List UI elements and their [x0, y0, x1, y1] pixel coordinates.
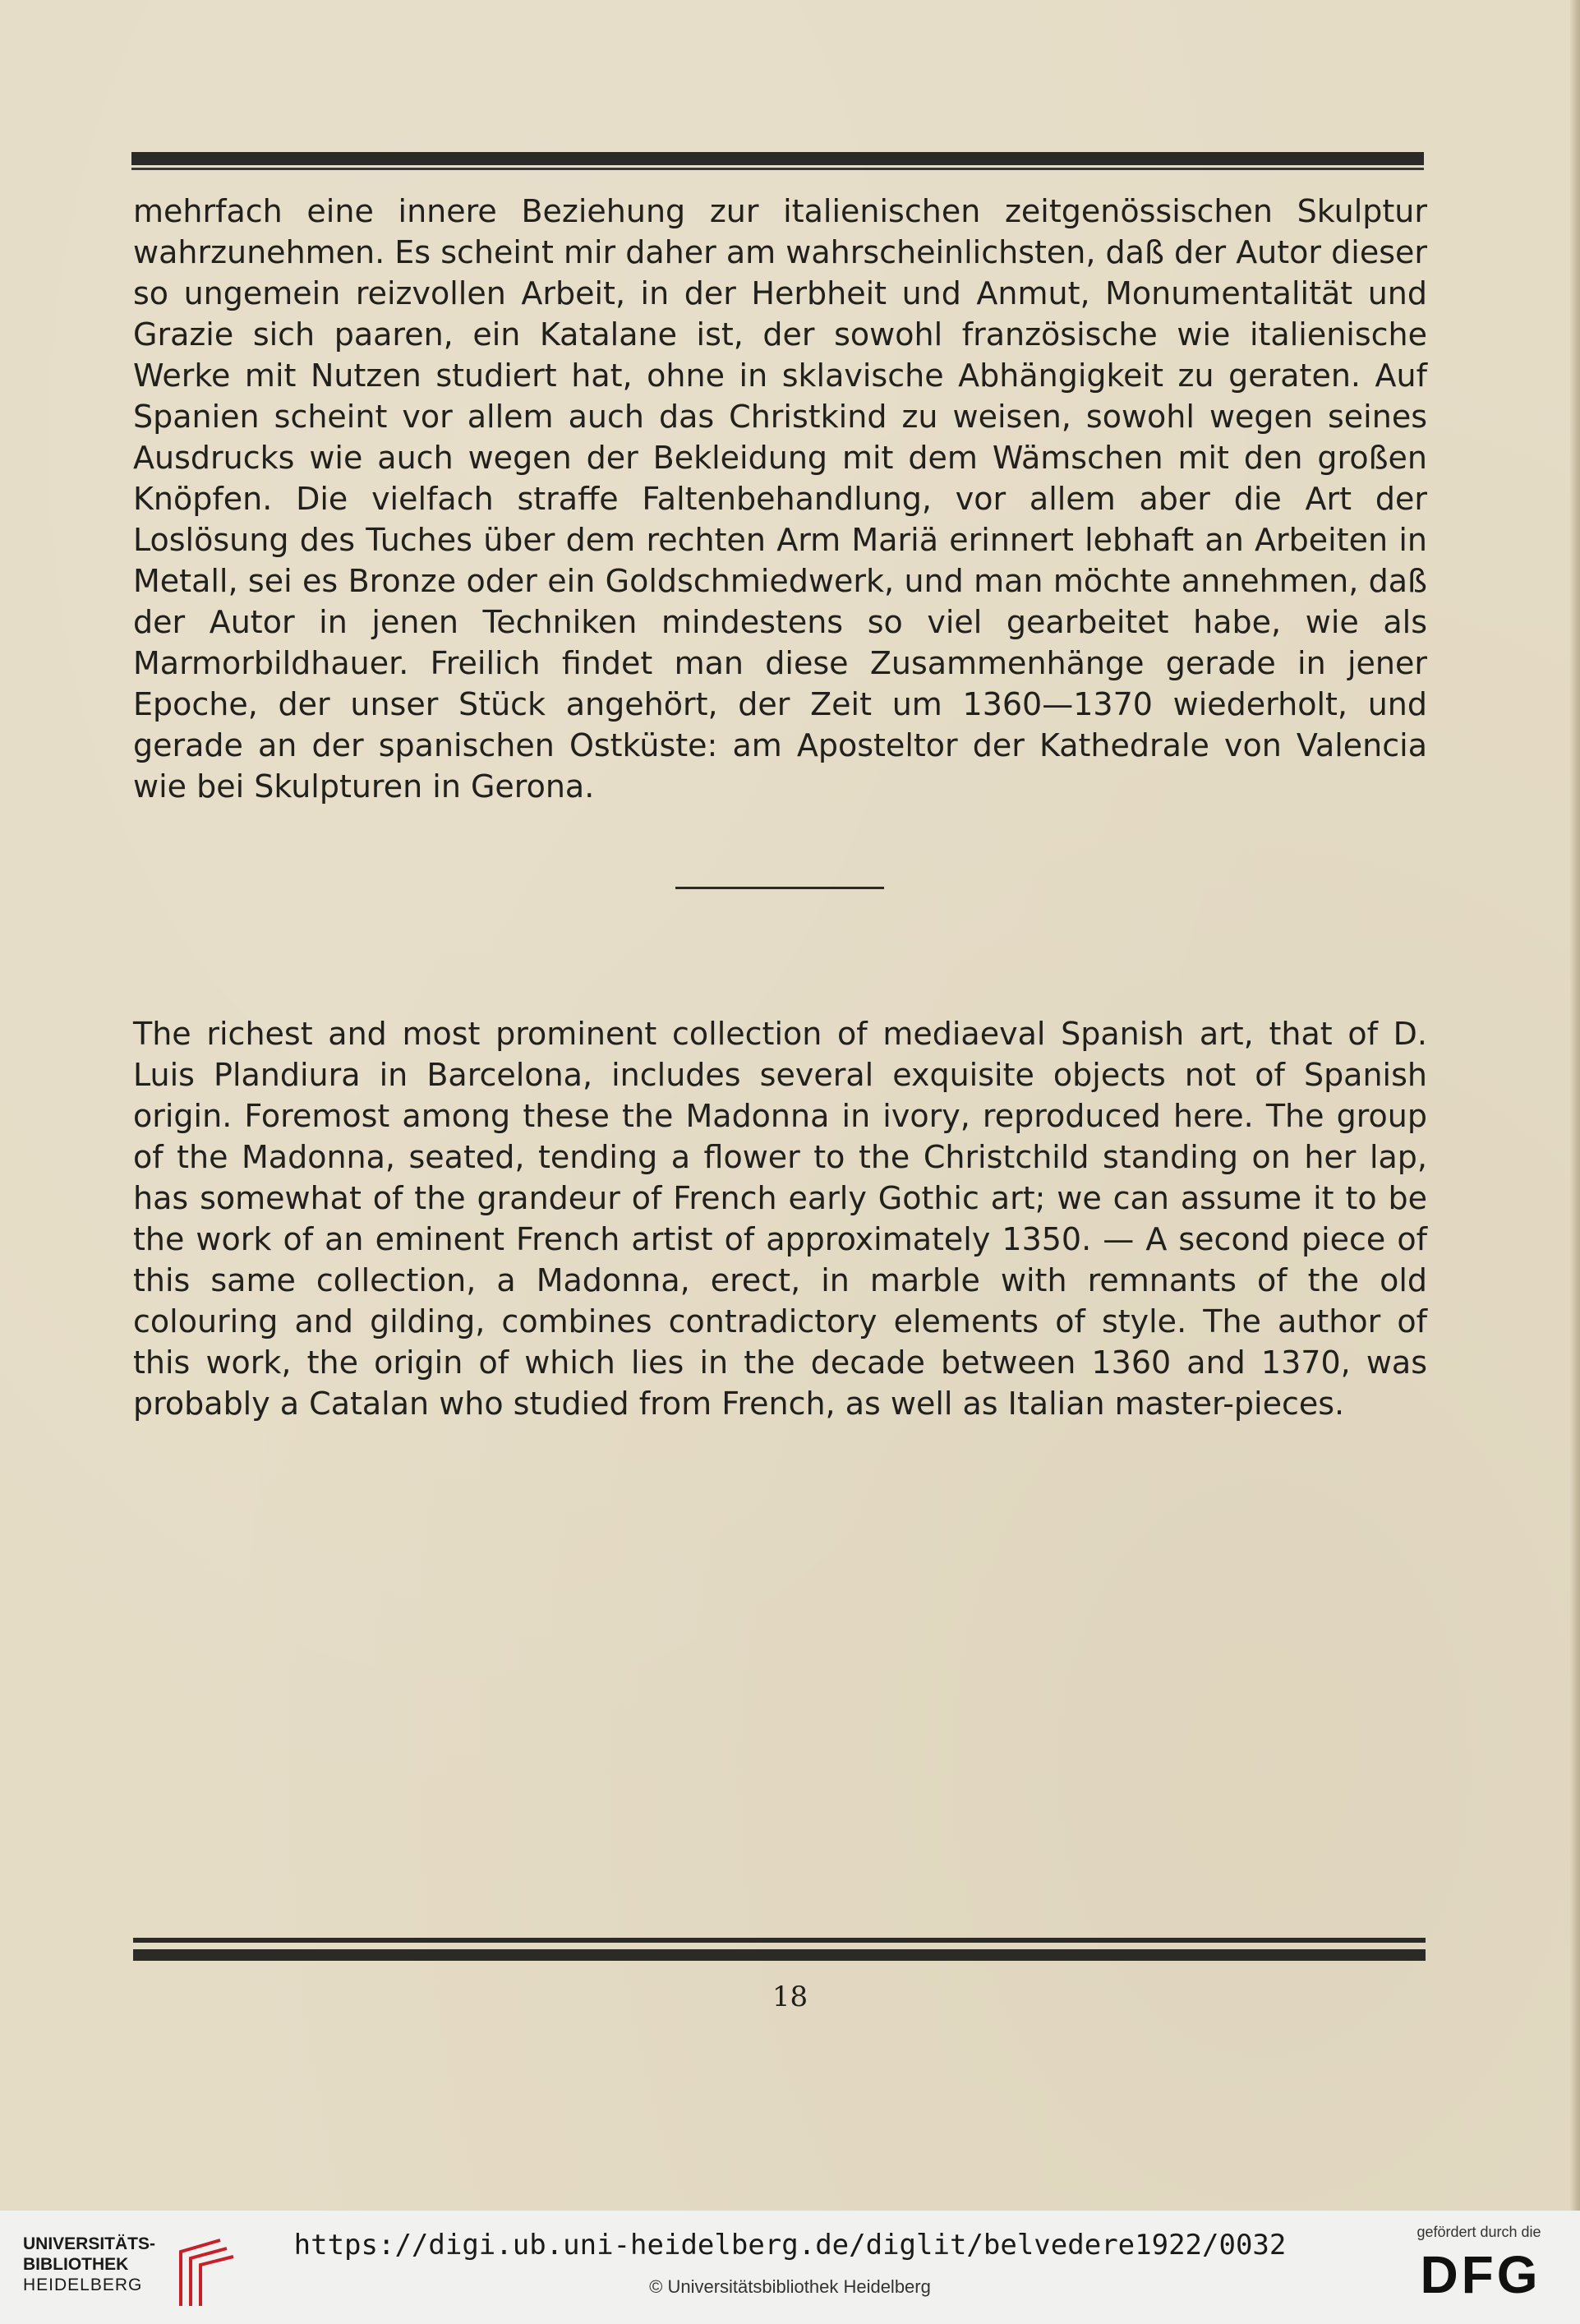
- library-name-line-1: UNIVERSITÄTS-: [23, 2234, 156, 2253]
- dfg-logo[interactable]: DFG: [1420, 2245, 1541, 2304]
- bottom-rule-thick: [133, 1949, 1426, 1961]
- bottom-rule-thin: [133, 1938, 1426, 1943]
- german-paragraph: mehrfach eine innere Beziehung zur italienischen zeitgenössischen Skulptur wahrzunehmen. Es scheint mir daher am wahrscheinlichsten, daß der Autor dieser so ungemein reizvollen Arbeit, in der Herbheit und Anmut, Monumentalität und Grazie sich paaren, ein Katalane ist, der sowohl französische wie italienische Werke mit Nutzen studiert hat, ohne in sklavische Abhängigkeit zu geraten. Auf Spanien scheint vor allem auch das Christkind zu weisen, sowohl wegen seines Ausdrucks wie auch wegen der Bekleidung mit dem Wämschen mit den großen Knöpfen. Die vielfach straffe Faltenbehandlung, vor allem aber die Art der Loslösung des Tuches über dem rechten Arm Mariä erinnert lebhaft an Arbeiten in Metall, sei es Bronze oder ein Goldschmiedwerk, und man möchte annehmen, daß der Autor in jenen Techniken mindestens so viel gearbeitet habe, wie als Marmorbildhauer. Freilich findet man diese Zusammenhänge gerade in jener Epoche, der unser Stück angehört, der Zeit um 1360—1370 wiederholt, und gerade an der spanischen Ostküste: am Aposteltor der Kathedrale von Valencia wie bei Skulpturen in Gerona.: [133, 193, 1427, 805]
- english-paragraph: The richest and most prominent collection of mediaeval Spanish art, that of D. Luis Plandiura in Barcelona, includes several exquisite objects not of Spanish origin. Foremost among these the Madonna in ivory, reproduced here. The group of the Madonna, seated, tending a flower to the Christchild standing on her lap, has somewhat of the grandeur of French early Gothic art; we can assume it to be the work of an eminent French artist of approximately 1350. — A second piece of this same collection, a Madonna, erect, in marble with remnants of the old colouring and gilding, combines contradictory elements of style. The author of this work, the origin of which lies in the decade between 1360 and 1370, was probably a Catalan who studied from French, as well as Italian master-pieces.: [133, 1016, 1427, 1422]
- library-name-line-3: HEIDELBERG: [23, 2276, 143, 2294]
- digitization-footer: [0, 2211, 1580, 2324]
- permalink-url[interactable]: https://digi.ub.uni-heidelberg.de/diglit/belvedere1922/0032: [293, 2229, 1287, 2262]
- page-edge-shadow: [1570, 0, 1580, 2211]
- top-rule: [131, 152, 1424, 165]
- section-separator: [675, 887, 884, 889]
- page-number: 18: [772, 1980, 808, 2013]
- top-rule-fine: [131, 168, 1424, 170]
- copyright-notice: © Universitätsbibliothek Heidelberg: [649, 2276, 931, 2297]
- funding-caption: gefördert durch die: [1416, 2224, 1541, 2240]
- library-name-line-2: BIBLIOTHEK: [23, 2255, 129, 2274]
